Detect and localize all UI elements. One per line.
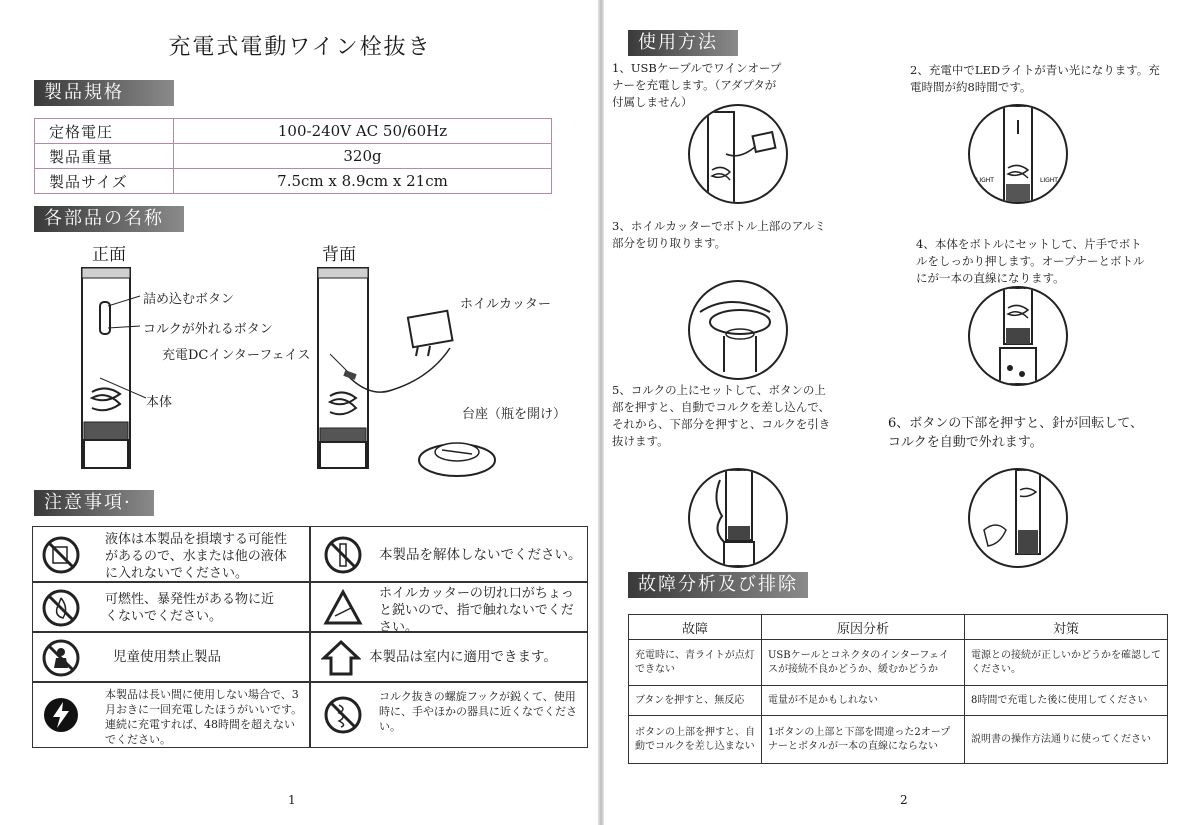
page-number: 2 [900, 793, 908, 807]
trouble-cell: 8時間で充電した後に使用してください [965, 686, 1168, 716]
step-6-text: 6、ボタンの下部を押すと、針が回転して、コルクを自動で外れます。 [888, 416, 1144, 450]
warning-cut-icon [323, 588, 363, 628]
spec-row [35, 119, 552, 144]
spec-value: 100-240V AC 50/60Hz [174, 119, 552, 144]
charge-bolt-icon [41, 695, 81, 735]
no-disassemble-icon [323, 535, 363, 575]
trouble-table [628, 614, 1168, 764]
caution-text: コルク抜きの螺旋フックが鋭くて、使用時に、手やほかの器具に近くなでください。 [379, 690, 577, 733]
step-1-illustration [688, 104, 788, 204]
step-4-text: 4、本体をボトルにセットして、片手でボトルをしっかり押します。オープナーとボトルにが一本の直線になります。 [916, 237, 1145, 285]
caution-text: 液体は本製品を損壊する可能性があるので、水または他の液体に入れないでください。 [105, 532, 288, 581]
no-fire-icon [41, 588, 81, 628]
label-push-button: 詰め込むボタン [143, 292, 235, 307]
caution-cell [32, 526, 310, 582]
product-title: 充電式電動ワイン栓抜き [168, 35, 432, 60]
stand-drawing [412, 424, 502, 484]
usage-heading: 使用方法 [628, 30, 738, 56]
caution-text: ホイルカッターの切れ口がちょっと鋭いので、指で触れないでください。 [379, 586, 574, 635]
spec-key: 製品重量 [35, 144, 174, 169]
caution-cell [32, 632, 310, 682]
spec-key: 定格電圧 [35, 119, 174, 144]
caution-text: 本製品を解体しないでください。 [379, 547, 582, 563]
parts-heading: 各部品の名称 [34, 206, 184, 232]
back-label: 背面 [322, 245, 356, 265]
label-foil-cutter: ホイルカッター [460, 297, 551, 312]
label-stand: 台座（瓶を開け） [462, 407, 567, 422]
caution-text: 本製品は長い間に使用しない場合で、3月おきに一回充電したほうがいいです。連続に充電すれば、48時間を超えないでください。 [105, 688, 303, 746]
trouble-cell: ボタンの上部を押すと、自動でコルクを差し込まない [629, 716, 762, 764]
usb-charge-drawing [690, 106, 786, 202]
step-3-illustration [688, 280, 788, 380]
label-release-button: コルクが外れるボタン [143, 322, 273, 337]
trouble-cell: 電量が不足かもしれない [762, 686, 965, 716]
trouble-header: 故障 [629, 615, 762, 640]
caution-cell [310, 526, 588, 582]
insert-cork-drawing [690, 470, 786, 566]
front-label: 正面 [92, 245, 126, 265]
set-on-bottle-drawing [970, 288, 1066, 384]
trouble-cell: ブタンを押すと、無反応 [629, 686, 762, 716]
caution-text: 児童使用禁止製品 [113, 649, 221, 665]
trouble-row [629, 686, 1168, 716]
page-number: 1 [288, 793, 296, 807]
caution-text: 可燃性、暴発性がある物に近くないでください。 [105, 592, 275, 624]
caution-grid [32, 526, 588, 748]
trouble-cell: 充電時に、青ライトが点灯できない [629, 640, 762, 686]
label-dc-interface: 充電DCインターフェイス [162, 348, 311, 363]
no-children-icon [41, 638, 81, 678]
led-label-left: LIGHT [976, 177, 994, 184]
step-6-illustration [968, 468, 1068, 568]
adapter-cable-drawing [330, 298, 470, 408]
trouble-cell: 1ボタンの上部と下部を間違った2オープナーとボタルが一本の直線にならない [762, 716, 965, 764]
spec-key: 製品サイズ [35, 169, 174, 194]
trouble-heading: 故障分析及び排除 [628, 572, 808, 598]
step-5-text: 5、コルクの上にセットして、ボタンの上部を押すと、自動でコルクを差し込んで、それから、下部分を押すと、コルクを引き抜けます。 [612, 383, 831, 448]
led-label-right: LIGHT [1040, 177, 1058, 184]
trouble-header: 原因分析 [762, 615, 965, 640]
caution-cell [32, 582, 310, 632]
spec-value: 320g [174, 144, 552, 169]
trouble-cell: USBケールとコネクタのインターフェイスが接続不良かどうか、緩むかどうか [762, 640, 965, 686]
trouble-header-row [629, 615, 1168, 640]
left-page [0, 0, 598, 825]
spec-heading: 製品規格 [34, 80, 174, 106]
label-body: 本体 [146, 395, 173, 410]
led-charge-drawing [970, 106, 1066, 202]
step-4-illustration [968, 286, 1068, 386]
step-2-text: 2、充電中でLEDライトが青い光になります。充電時間が約8時間です。 [910, 63, 1160, 94]
caution-cell [310, 632, 588, 682]
step-1-text: 1、USBケーブルでワインオープナーを充電します。（アダプタが付属しません） [612, 61, 782, 109]
spec-row [35, 144, 552, 169]
trouble-row [629, 640, 1168, 686]
foil-cut-drawing [690, 282, 786, 378]
right-page [604, 0, 1200, 825]
spec-value: 7.5cm x 8.9cm x 21cm [174, 169, 552, 194]
release-cork-drawing [970, 470, 1066, 566]
step-3-text: 3、ホイルカッターでボトル上部のアルミ部分を切り取ります。 [612, 219, 826, 250]
spec-row [35, 169, 552, 194]
caution-heading: 注意事項· [34, 490, 154, 516]
indoor-house-icon [321, 638, 361, 678]
trouble-header: 対策 [965, 615, 1168, 640]
caution-text: 本製品は室内に適用できます。 [369, 649, 557, 665]
no-liquid-icon [41, 535, 81, 575]
spec-table [34, 118, 552, 194]
trouble-row [629, 716, 1168, 764]
step-5-illustration [688, 468, 788, 568]
caution-cell [310, 682, 588, 748]
no-touch-hook-icon [323, 695, 363, 735]
caution-cell [310, 582, 588, 635]
caution-cell [32, 682, 310, 748]
trouble-cell: 説明書の操作方法通りに使ってください [965, 716, 1168, 764]
step-2-illustration [968, 104, 1068, 204]
trouble-cell: 電源との接続が正しいかどうかを確認してください。 [965, 640, 1168, 686]
